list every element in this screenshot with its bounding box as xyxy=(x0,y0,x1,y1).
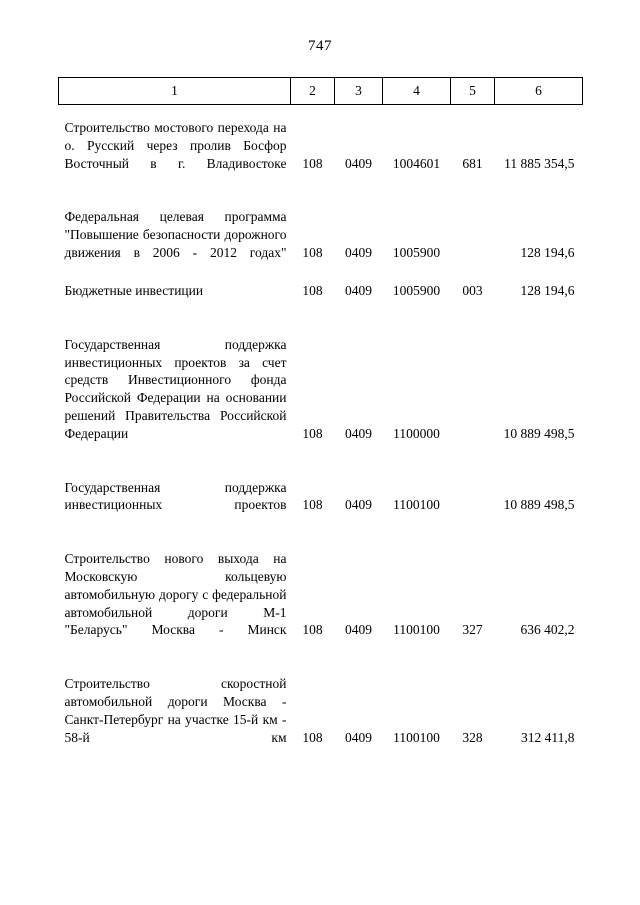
row-col6: 128 194,6 xyxy=(520,282,575,298)
row-col2: 108 xyxy=(302,245,323,261)
column-header-6: 6 xyxy=(495,78,583,105)
row-col3: 0409 xyxy=(345,282,372,298)
table-row xyxy=(59,194,583,261)
row-col4: 1100100 xyxy=(393,497,440,513)
row-col3: 0409 xyxy=(345,155,372,171)
row-col4: 1100100 xyxy=(393,729,440,745)
row-col3: 0409 xyxy=(345,729,372,745)
row-name: Государственная поддержка инвестиционных проектов xyxy=(64,479,287,513)
table-row xyxy=(59,465,583,515)
row-col4: 1004601 xyxy=(392,155,441,171)
row-col5: 003 xyxy=(462,282,483,298)
row-col5 xyxy=(451,465,495,515)
row-spacer xyxy=(59,443,583,465)
row-col4: 1005900 xyxy=(392,282,441,298)
row-col5: 327 xyxy=(462,622,483,638)
row-name: Строительство мостового перехода на о. Русский через пролив Босфор Восточный в г. Владивостоке xyxy=(64,120,287,171)
row-col5: 328 xyxy=(462,729,483,745)
row-spacer xyxy=(59,514,583,536)
row-col3: 0409 xyxy=(345,425,372,441)
row-col6: 10 889 498,5 xyxy=(503,497,575,513)
table-row xyxy=(59,105,583,173)
row-name: Государственная поддержка инвестиционных проектов за счет средств Инвестиционного фонда Российской Федерации на основании решений Правительства Российской Федерации xyxy=(64,336,287,441)
row-spacer xyxy=(59,300,583,322)
table-row xyxy=(59,322,583,443)
row-col5 xyxy=(451,194,495,261)
row-col6: 128 194,6 xyxy=(520,245,575,261)
row-col3: 0409 xyxy=(345,622,372,638)
row-col2: 108 xyxy=(302,729,323,745)
row-col6: 312 411,8 xyxy=(521,729,575,745)
row-col6: 11 885 354,5 xyxy=(504,155,575,171)
table-header-row xyxy=(59,78,583,105)
row-col2: 108 xyxy=(302,155,323,171)
column-header-4: 4 xyxy=(383,78,451,105)
row-col5: 681 xyxy=(462,155,483,171)
page-number: 747 xyxy=(308,38,332,54)
row-col2: 108 xyxy=(302,425,323,441)
row-col4: 1005900 xyxy=(392,245,441,261)
table-row xyxy=(59,536,583,639)
row-name: Бюджетные инвестиции xyxy=(64,282,204,298)
row-col3: 0409 xyxy=(345,245,372,261)
row-col6: 636 402,2 xyxy=(520,622,575,638)
row-col5 xyxy=(451,322,495,443)
column-header-3: 3 xyxy=(335,78,383,105)
budget-table xyxy=(58,77,583,747)
table-row xyxy=(59,661,583,746)
row-col2: 108 xyxy=(302,282,323,298)
column-header-2: 2 xyxy=(291,78,335,105)
row-spacer xyxy=(59,172,583,194)
row-col2: 108 xyxy=(302,622,323,638)
budget-table-container xyxy=(58,77,582,747)
row-col2: 108 xyxy=(302,497,323,513)
row-name: Федеральная целевая программа "Повышение безопасности дорожного движения в 2006 - 2012 годах" xyxy=(64,209,287,261)
row-spacer xyxy=(59,639,583,661)
column-header-1: 1 xyxy=(59,78,291,105)
table-row xyxy=(59,268,583,300)
row-col4: 1100000 xyxy=(393,425,440,441)
row-col3: 0409 xyxy=(345,497,372,513)
row-name: Строительство скоростной автомобильной дороги Москва - Санкт-Петербург на участке 15-й км - 58-й км xyxy=(64,676,287,745)
row-name: Строительство нового выхода на Московскую кольцевую автомобильную дорогу с федеральной автомобильной дороги М-1 "Беларусь" Москва - Минск xyxy=(64,551,287,638)
column-header-5: 5 xyxy=(451,78,495,105)
row-col4: 1100100 xyxy=(393,622,440,638)
row-col6: 10 889 498,5 xyxy=(503,425,575,441)
